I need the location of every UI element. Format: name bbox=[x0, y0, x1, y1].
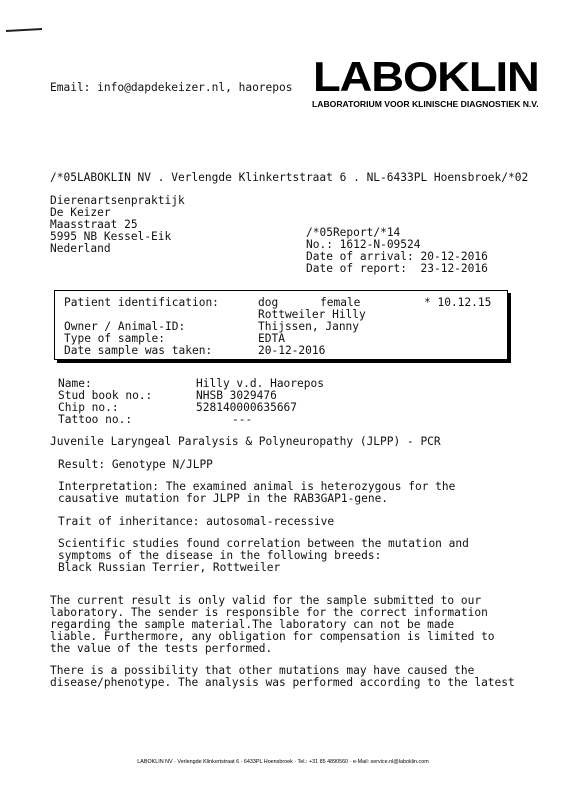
owner-label: Owner / Animal-ID: bbox=[64, 320, 186, 333]
owner-value: Thijssen, Janny bbox=[258, 320, 360, 333]
tattoo-label: Tattoo no.: bbox=[58, 413, 133, 426]
sender-line: /*05LABOKLIN NV . Verlengde Klinkertstraat 6 . NL-6433PL Hoensbroek/*02 bbox=[50, 171, 529, 184]
patient-breed-name: Rottweiler Hilly bbox=[258, 308, 366, 321]
studies-line-3: Black Russian Terrier, Rottweiler bbox=[58, 561, 281, 574]
tattoo-value: --- bbox=[232, 413, 253, 426]
laboklin-logo: LABOKLIN bbox=[313, 53, 539, 100]
report-number: No.: 1612-N-09524 bbox=[306, 238, 421, 251]
sample-type-label: Type of sample: bbox=[64, 332, 166, 345]
sample-type-value: EDTA bbox=[258, 332, 285, 345]
sample-date-label: Date sample was taken: bbox=[64, 344, 213, 357]
stud-book-label: Stud book no.: bbox=[58, 389, 153, 402]
recipient-line-2: De Keizer bbox=[50, 206, 111, 219]
recipient-line-3: Maasstraat 25 bbox=[50, 218, 138, 231]
name-label: Name: bbox=[58, 377, 92, 390]
chip-label: Chip no.: bbox=[58, 401, 119, 414]
test-title: Juvenile Laryngeal Paralysis & Polyneuropathy (JLPP) - PCR bbox=[50, 435, 441, 448]
email-line: Email: info@dapdekeizer.nl, haorepos bbox=[50, 81, 293, 94]
pen-mark bbox=[6, 28, 42, 32]
recipient-line-1: Dierenartsenpraktijk bbox=[50, 194, 185, 207]
patient-birth: * 10.12.15 bbox=[424, 296, 492, 309]
recipient-line-4: 5995 NB Kessel-Eik bbox=[50, 230, 172, 243]
page-footer: LABOKLIN NV · Verlengde Klinkertstraat 6 · 6433PL Hoensbroek · Tel.: +31 85 4890560 · e-Mail: service.nl@laboklin.com bbox=[137, 759, 429, 765]
inheritance-line: Trait of inheritance: autosomal-recessive bbox=[58, 515, 335, 528]
arrival-date: Date of arrival: 20-12-2016 bbox=[306, 250, 488, 263]
patient-species: dog bbox=[258, 296, 279, 309]
disclaimer-line-3: regarding the sample material.The laboratory can not be made bbox=[50, 618, 455, 631]
disclaimer-line-4: liable. Furthermore, any obligation for compensation is limited to bbox=[50, 630, 495, 643]
recipient-line-5: Nederland bbox=[50, 242, 111, 255]
possibility-line-2: disease/phenotype. The analysis was performed according to the latest bbox=[50, 676, 515, 689]
disclaimer-line-2: laboratory. The sender is responsible for the correct information bbox=[50, 606, 488, 619]
interpretation-line-2: causative mutation for JLPP in the RAB3GAP1-gene. bbox=[58, 492, 389, 505]
report-code: /*05Report/*14 bbox=[306, 226, 401, 239]
sample-date-value: 20-12-2016 bbox=[258, 344, 326, 357]
patient-label: Patient identification: bbox=[64, 296, 219, 309]
studies-line-2: symptoms of the disease in the following breeds: bbox=[58, 549, 382, 562]
stud-book-value: NHSB 3029476 bbox=[196, 389, 277, 402]
studies-line-1: Scientific studies found correlation between the mutation and bbox=[58, 537, 469, 550]
disclaimer-line-1: The current result is only valid for the sample submitted to our bbox=[50, 594, 482, 607]
result-line: Result: Genotype N/JLPP bbox=[58, 458, 213, 471]
possibility-line-1: There is a possibility that other mutations may have caused the bbox=[50, 664, 475, 677]
disclaimer-line-5: the value of the tests performed. bbox=[50, 642, 273, 655]
chip-value: 528140000635667 bbox=[196, 401, 298, 414]
logo-subtitle: LABORATORIUM VOOR KLINISCHE DIAGNOSTIEK N.V. bbox=[312, 99, 539, 109]
interpretation-line-1: Interpretation: The examined animal is heterozygous for the bbox=[58, 480, 456, 493]
patient-sex: female bbox=[320, 296, 361, 309]
name-value: Hilly v.d. Haorepos bbox=[196, 377, 324, 390]
report-date: Date of report: 23-12-2016 bbox=[306, 262, 488, 275]
